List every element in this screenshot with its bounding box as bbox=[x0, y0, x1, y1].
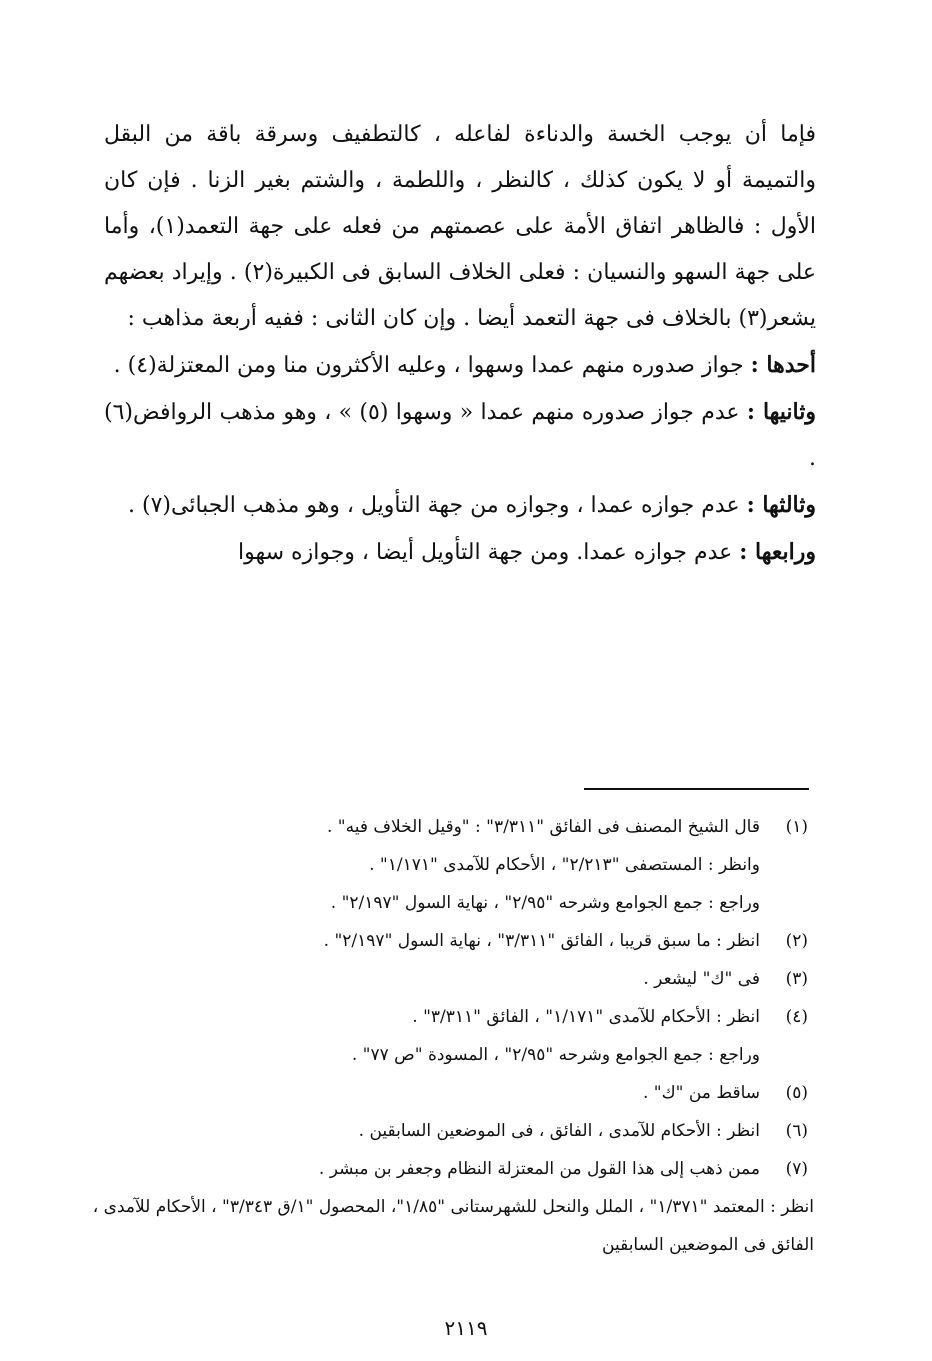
footnote-number: (٣) bbox=[785, 969, 808, 989]
footnote-number: (٢) bbox=[785, 931, 808, 951]
doctrine-item-2 bbox=[104, 389, 816, 482]
footnote-separator bbox=[584, 788, 809, 790]
footnote-number: (٥) bbox=[785, 1083, 808, 1103]
footnote-1-cont-1: وانظر : المستصفى "٢/٢١٣" ، الأحكام للآمدى "١/١٧١" . bbox=[369, 855, 760, 875]
footnote-4-cont: وراجع : جمع الجوامع وشرحه "٢/٩٥" ، المسودة "ص ٧٧" . bbox=[351, 1045, 760, 1065]
footnote-7 bbox=[96, 1150, 808, 1188]
footnote-1-cont-2: وراجع : جمع الجوامع وشرحه "٢/٩٥" ، نهاية السول "٢/١٩٧" . bbox=[330, 893, 760, 913]
doctrine-label: ورابعها : bbox=[739, 539, 816, 565]
doctrine-text: جواز صدوره منهم عمدا وسهوا ، وعليه الأكثرون منا ومن المعتزلة(٤) . bbox=[113, 353, 744, 378]
footnotes bbox=[92, 808, 814, 1264]
footnote-text: انظر : الأحكام للآمدى "١/١٧١" ، الفائق "٣/٣١١" . bbox=[412, 1007, 760, 1027]
doctrine-label: أحدها : bbox=[750, 352, 816, 378]
doctrine-text: عدم جوازه عمدا ، وجوازه من جهة التأويل ، وهو مذهب الجبائى(٧) . bbox=[128, 493, 740, 518]
doctrine-item-4 bbox=[104, 529, 816, 576]
footnote-2 bbox=[96, 922, 808, 960]
footnote-3 bbox=[96, 960, 808, 998]
main-text bbox=[104, 112, 816, 576]
opening-paragraph: فإما أن يوجب الخسة والدناءة لفاعله ، كالتطفيف وسرقة باقة من البقل والتميمة أو لا يكون كذلك ، كالنظر ، واللطمة ، والشتم بغير الزنا . فإن كان الأول : فالظاهر اتفاق الأمة على عصمتهم من فعله على جهة التعمد(١)، وأما على جهة السهو والنسيان : فعلى الخلاف السابق فى الكبيرة(٢) . وإيراد بعضهم يشعر(٣) بالخلاف فى جهة التعمد أيضا . وإن كان الثانى : ففيه أربعة مذاهب : bbox=[104, 122, 816, 331]
doctrine-label: وثانيها : bbox=[746, 399, 817, 425]
footnote-number: (٧) bbox=[785, 1159, 808, 1179]
page-number: ٢١١٩ bbox=[444, 1316, 488, 1340]
doctrine-item-1 bbox=[104, 342, 816, 389]
footnote-6 bbox=[96, 1112, 808, 1150]
doctrine-text: عدم جوازه عمدا. ومن جهة التأويل أيضا ، وجوازه سهوا bbox=[238, 540, 733, 565]
doctrine-item-3 bbox=[104, 482, 816, 529]
doctrine-text: عدم جواز صدوره منهم عمدا « وسهوا (٥) » ، وهو مذهب الروافض(٦) . bbox=[104, 400, 816, 471]
footnote-text: فى "ك" ليشعر . bbox=[643, 969, 760, 989]
footnote-5 bbox=[96, 1074, 808, 1112]
footnote-number: (٦) bbox=[785, 1121, 808, 1141]
footnote-text: ساقط من "ك" . bbox=[643, 1083, 760, 1103]
footnote-4 bbox=[96, 998, 808, 1036]
footnote-number: (٤) bbox=[785, 1007, 808, 1027]
footnote-text: ممن ذهب إلى هذا القول من المعتزلة النظام وجعفر بن مبشر . bbox=[318, 1159, 760, 1179]
footnote-7-cont: انظر : المعتمد "١/٣٧١" ، الملل والنحل للشهرستانى "١/٨٥"، المحصول "١/ق ٣/٣٤٣" ، الأحكام للآمدى ، الفائق فى الموضعين السابقين bbox=[92, 1197, 814, 1255]
footnote-text: انظر : ما سبق قريبا ، الفائق "٣/٣١١" ، نهاية السول "٢/١٩٧" . bbox=[323, 931, 760, 951]
footnote-number: (١) bbox=[785, 817, 808, 837]
footnote-1 bbox=[96, 808, 808, 846]
footnote-text: انظر : الأحكام للآمدى ، الفائق ، فى الموضعين السابقين . bbox=[358, 1121, 760, 1141]
footnote-text: قال الشيخ المصنف فى الفائق "٣/٣١١" : "وقيل الخلاف فيه" . bbox=[327, 817, 760, 837]
doctrine-label: وثالثها : bbox=[746, 492, 816, 518]
